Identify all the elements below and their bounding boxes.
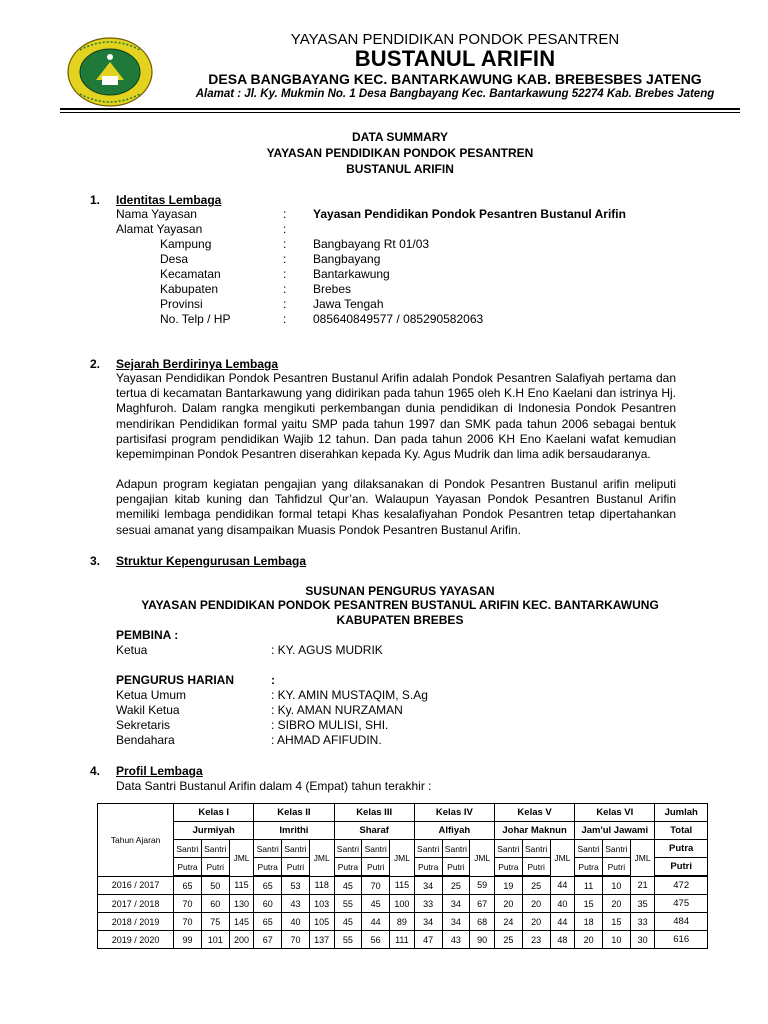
value-cell: 20 xyxy=(522,913,550,931)
value-cell: 48 xyxy=(550,931,575,949)
value-cell: 53 xyxy=(282,876,310,895)
total-cell: 472 xyxy=(655,876,708,895)
ketua-umum-value: : KY. AMIN MUSTAQIM, S.Ag xyxy=(271,688,428,702)
value-cell: 70 xyxy=(362,876,390,895)
santri-label: Santri xyxy=(254,840,282,858)
santri-label: Santri xyxy=(174,840,202,858)
value-cell: 34 xyxy=(442,895,470,913)
value-cell: 65 xyxy=(254,913,282,931)
alamat-yayasan-label: Alamat Yayasan xyxy=(116,222,203,236)
putra-label: Putra xyxy=(334,858,362,877)
value-cell: 137 xyxy=(309,931,334,949)
structure-title-3: KABUPATEN BREBES xyxy=(336,613,464,627)
kampung-label: Kampung xyxy=(160,237,212,251)
value-cell: 45 xyxy=(334,913,362,931)
value-cell: 68 xyxy=(470,913,495,931)
pembina-ketua-value: : KY. AGUS MUDRIK xyxy=(271,643,383,657)
value-cell: 10 xyxy=(602,931,630,949)
year-cell: 2019 / 2020 xyxy=(98,931,174,949)
value-cell: 10 xyxy=(602,876,630,895)
bendahara-label: Bendahara xyxy=(116,733,175,747)
value-cell: 15 xyxy=(575,895,603,913)
value-cell: 55 xyxy=(334,931,362,949)
putri-label: Putri xyxy=(602,858,630,877)
class-5-name: Johar Maknun xyxy=(494,822,574,840)
wakil-ketua-value: : Ky. AMAN NURZAMAN xyxy=(271,703,403,717)
letterhead-rule-thin xyxy=(60,112,740,113)
letterhead-address: Alamat : Jl. Ky. Mukmin No. 1 Desa Bangbayang Kec. Bantarkawung 52274 Kab. Brebes Jateng xyxy=(195,88,715,100)
year-cell: 2016 / 2017 xyxy=(98,876,174,895)
value-cell: 65 xyxy=(174,876,202,895)
foundation-logo xyxy=(66,36,154,108)
telp-label: No. Telp / HP xyxy=(160,312,231,326)
bendahara-value: : AHMAD AFIFUDIN. xyxy=(271,733,382,747)
value-cell: 65 xyxy=(254,876,282,895)
value-cell: 33 xyxy=(630,913,655,931)
table-body xyxy=(98,876,708,949)
value-cell: 21 xyxy=(630,876,655,895)
total-cell: 475 xyxy=(655,895,708,913)
table-row xyxy=(98,895,708,913)
year-cell: 2018 / 2019 xyxy=(98,913,174,931)
sekretaris-label: Sekretaris xyxy=(116,718,171,732)
value-cell: 99 xyxy=(174,931,202,949)
provinsi-label: Provinsi xyxy=(160,297,203,311)
jml-label: JML xyxy=(390,840,415,877)
value-cell: 44 xyxy=(550,876,575,895)
santri-label: Santri xyxy=(362,840,390,858)
value-cell: 35 xyxy=(630,895,655,913)
value-cell: 47 xyxy=(414,931,442,949)
total-header-jumlah: Jumlah xyxy=(655,804,708,822)
kabupaten-colon: : xyxy=(283,282,287,296)
value-cell: 200 xyxy=(229,931,254,949)
value-cell: 25 xyxy=(442,876,470,895)
nama-yayasan-label: Nama Yayasan xyxy=(116,207,197,221)
letterhead-line-2: BUSTANUL ARIFIN xyxy=(354,46,556,71)
santri-label: Santri xyxy=(442,840,470,858)
value-cell: 24 xyxy=(494,913,522,931)
section-3-number: 3. xyxy=(90,554,101,568)
value-cell: 67 xyxy=(254,931,282,949)
pembina-heading: PEMBINA : xyxy=(116,628,179,642)
sekretaris-value: : SIBRO MULISI, SHI. xyxy=(271,718,389,732)
year-header: Tahun Ajaran xyxy=(98,804,174,877)
class-4-header: Kelas IV xyxy=(414,804,494,822)
value-cell: 23 xyxy=(522,931,550,949)
class-6-name: Jam'ul Jawami xyxy=(575,822,655,840)
value-cell: 101 xyxy=(201,931,229,949)
putri-label: Putri xyxy=(282,858,310,877)
class-6-header: Kelas VI xyxy=(575,804,655,822)
santri-data-table xyxy=(97,803,708,949)
value-cell: 103 xyxy=(309,895,334,913)
section-1-heading: Identitas Lembaga xyxy=(116,193,222,207)
section-2-number: 2. xyxy=(90,357,101,371)
value-cell: 20 xyxy=(494,895,522,913)
putri-label: Putri xyxy=(442,858,470,877)
letterhead-line-1: YAYASAN PENDIDIKAN PONDOK PESANTREN xyxy=(290,31,620,48)
value-cell: 20 xyxy=(575,931,603,949)
telp-value: 085640849577 / 085290582063 xyxy=(313,312,484,326)
value-cell: 43 xyxy=(282,895,310,913)
value-cell: 40 xyxy=(282,913,310,931)
putra-label: Putra xyxy=(575,858,603,877)
desa-label: Desa xyxy=(160,252,189,266)
pengurus-harian-heading: PENGURUS HARIAN xyxy=(116,673,235,687)
value-cell: 44 xyxy=(550,913,575,931)
value-cell: 34 xyxy=(414,913,442,931)
value-cell: 25 xyxy=(494,931,522,949)
section-2-heading: Sejarah Berdirinya Lembaga xyxy=(116,357,279,371)
value-cell: 145 xyxy=(229,913,254,931)
total-header-putri: Putri xyxy=(655,858,708,877)
value-cell: 45 xyxy=(334,876,362,895)
nama-yayasan-colon: : xyxy=(283,207,287,221)
value-cell: 59 xyxy=(470,876,495,895)
value-cell: 19 xyxy=(494,876,522,895)
putra-label: Putra xyxy=(174,858,202,877)
jml-label: JML xyxy=(550,840,575,877)
class-2-name: Imrithi xyxy=(254,822,334,840)
class-5-header: Kelas V xyxy=(494,804,574,822)
putri-label: Putri xyxy=(362,858,390,877)
value-cell: 60 xyxy=(254,895,282,913)
value-cell: 25 xyxy=(522,876,550,895)
value-cell: 70 xyxy=(174,913,202,931)
value-cell: 15 xyxy=(602,913,630,931)
putra-label: Putra xyxy=(414,858,442,877)
provinsi-value: Jawa Tengah xyxy=(313,297,384,311)
alamat-yayasan-colon: : xyxy=(283,222,287,236)
jml-label: JML xyxy=(630,840,655,877)
total-header-putra: Putra xyxy=(655,840,708,858)
kecamatan-colon: : xyxy=(283,267,287,281)
table-row xyxy=(98,913,708,931)
value-cell: 55 xyxy=(334,895,362,913)
section-3-heading: Struktur Kepengurusan Lembaga xyxy=(116,554,307,568)
section-4-number: 4. xyxy=(90,764,101,778)
telp-colon: : xyxy=(283,312,287,326)
value-cell: 100 xyxy=(390,895,415,913)
letterhead-line-3: DESA BANGBAYANG KEC. BANTARKAWUNG KAB. BREBESBES JATENG xyxy=(208,71,702,87)
putri-label: Putri xyxy=(522,858,550,877)
value-cell: 56 xyxy=(362,931,390,949)
total-header-total: Total xyxy=(655,822,708,840)
value-cell: 34 xyxy=(414,876,442,895)
putra-label: Putra xyxy=(494,858,522,877)
value-cell: 43 xyxy=(442,931,470,949)
jml-label: JML xyxy=(229,840,254,877)
structure-title-2: YAYASAN PENDIDIKAN PONDOK PESANTREN BUSTANUL ARIFIN KEC. BANTARKAWUNG xyxy=(141,598,659,612)
santri-label: Santri xyxy=(522,840,550,858)
pengurus-harian-colon: : xyxy=(271,673,275,687)
value-cell: 130 xyxy=(229,895,254,913)
class-1-name: Jurmiyah xyxy=(174,822,254,840)
value-cell: 60 xyxy=(201,895,229,913)
santri-label: Santri xyxy=(414,840,442,858)
class-1-header: Kelas I xyxy=(174,804,254,822)
santri-label: Santri xyxy=(602,840,630,858)
value-cell: 67 xyxy=(470,895,495,913)
santri-label: Santri xyxy=(575,840,603,858)
value-cell: 30 xyxy=(630,931,655,949)
value-cell: 70 xyxy=(174,895,202,913)
table-intro: Data Santri Bustanul Arifin dalam 4 (Empat) tahun terakhir : xyxy=(116,779,432,793)
value-cell: 115 xyxy=(390,876,415,895)
value-cell: 70 xyxy=(282,931,310,949)
total-cell: 484 xyxy=(655,913,708,931)
history-paragraph-2: Adapun program kegiatan pengajian yang dilaksanakan di Pondok Pesantren Bustanul arifin meliputi pengajian kitab kuning dan Tahfidzul Qur’an. Walaupun Yayasan Pondok Pesantren Bustanul Arifin memiliki lembaga pendidikan formal tetapi Khas kesalafiyahan Pondok Pesantren tetap dipertahankan sesuai amanat yang disampaikan Muasis Pondok Pesantren Bustanul Arifin. xyxy=(116,477,676,537)
history-paragraph-1: Yayasan Pendidikan Pondok Pesantren Bustanul Arifin adalah Pondok Pesantren Salafiyah pertama dan tertua di kecamatan Bantarkawung yang didirikan pada tahun 1965 oleh K.H Eno Kaelani dan istrinya Hj. Maghfuroh. Dalam rangka mengikuti perkembangan dunia pendidikan di Indonesia Pondok Pesantren mendirikan Pendidikan formal yaitu SMP pada tahun 1997 dan SMK pada tahun 2006 sebagai bentuk partisifasi program pendidikan Wajib 12 tahun. Dan pada tahun 2006 KH Eno Kaelani wafat kemudian kepemimpinan Pondok Pesantren diserahkan kepada Ky. Agus Mudrik dan lima adik bersaudaranya. xyxy=(116,371,676,462)
total-cell: 616 xyxy=(655,931,708,949)
jml-label: JML xyxy=(470,840,495,877)
value-cell: 18 xyxy=(575,913,603,931)
value-cell: 90 xyxy=(470,931,495,949)
santri-label: Santri xyxy=(334,840,362,858)
value-cell: 20 xyxy=(522,895,550,913)
value-cell: 115 xyxy=(229,876,254,895)
value-cell: 34 xyxy=(442,913,470,931)
nama-yayasan-value: Yayasan Pendidikan Pondok Pesantren Bustanul Arifin xyxy=(313,207,626,221)
value-cell: 118 xyxy=(309,876,334,895)
value-cell: 11 xyxy=(575,876,603,895)
santri-label: Santri xyxy=(201,840,229,858)
table-row xyxy=(98,876,708,895)
class-3-header: Kelas III xyxy=(334,804,414,822)
value-cell: 40 xyxy=(550,895,575,913)
kecamatan-value: Bantarkawung xyxy=(313,267,390,281)
putra-label: Putra xyxy=(254,858,282,877)
desa-value: Bangbayang xyxy=(313,252,381,266)
value-cell: 20 xyxy=(602,895,630,913)
class-4-name: Alfiyah xyxy=(414,822,494,840)
value-cell: 44 xyxy=(362,913,390,931)
table-row xyxy=(98,931,708,949)
class-2-header: Kelas II xyxy=(254,804,334,822)
value-cell: 105 xyxy=(309,913,334,931)
ketua-umum-label: Ketua Umum xyxy=(116,688,187,702)
doc-title-2: YAYASAN PENDIDIKAN PONDOK PESANTREN xyxy=(266,146,534,160)
kabupaten-value: Brebes xyxy=(313,282,352,296)
value-cell: 50 xyxy=(201,876,229,895)
value-cell: 89 xyxy=(390,913,415,931)
doc-title-3: BUSTANUL ARIFIN xyxy=(346,162,454,176)
kabupaten-label: Kabupaten xyxy=(160,282,219,296)
santri-label: Santri xyxy=(282,840,310,858)
kampung-colon: : xyxy=(283,237,287,251)
section-1-number: 1. xyxy=(90,193,101,207)
provinsi-colon: : xyxy=(283,297,287,311)
value-cell: 111 xyxy=(390,931,415,949)
section-4-heading: Profil Lembaga xyxy=(116,764,203,778)
year-cell: 2017 / 2018 xyxy=(98,895,174,913)
structure-title-1: SUSUNAN PENGURUS YAYASAN xyxy=(305,584,495,598)
letterhead-rule-thick xyxy=(60,108,740,110)
value-cell: 75 xyxy=(201,913,229,931)
kampung-value: Bangbayang Rt 01/03 xyxy=(313,237,430,251)
santri-label: Santri xyxy=(494,840,522,858)
value-cell: 33 xyxy=(414,895,442,913)
class-3-name: Sharaf xyxy=(334,822,414,840)
value-cell: 45 xyxy=(362,895,390,913)
pembina-ketua-label: Ketua xyxy=(116,643,148,657)
desa-colon: : xyxy=(283,252,287,266)
wakil-ketua-label: Wakil Ketua xyxy=(116,703,180,717)
kecamatan-label: Kecamatan xyxy=(160,267,221,281)
doc-title-1: DATA SUMMARY xyxy=(352,130,448,144)
putri-label: Putri xyxy=(201,858,229,877)
jml-label: JML xyxy=(309,840,334,877)
